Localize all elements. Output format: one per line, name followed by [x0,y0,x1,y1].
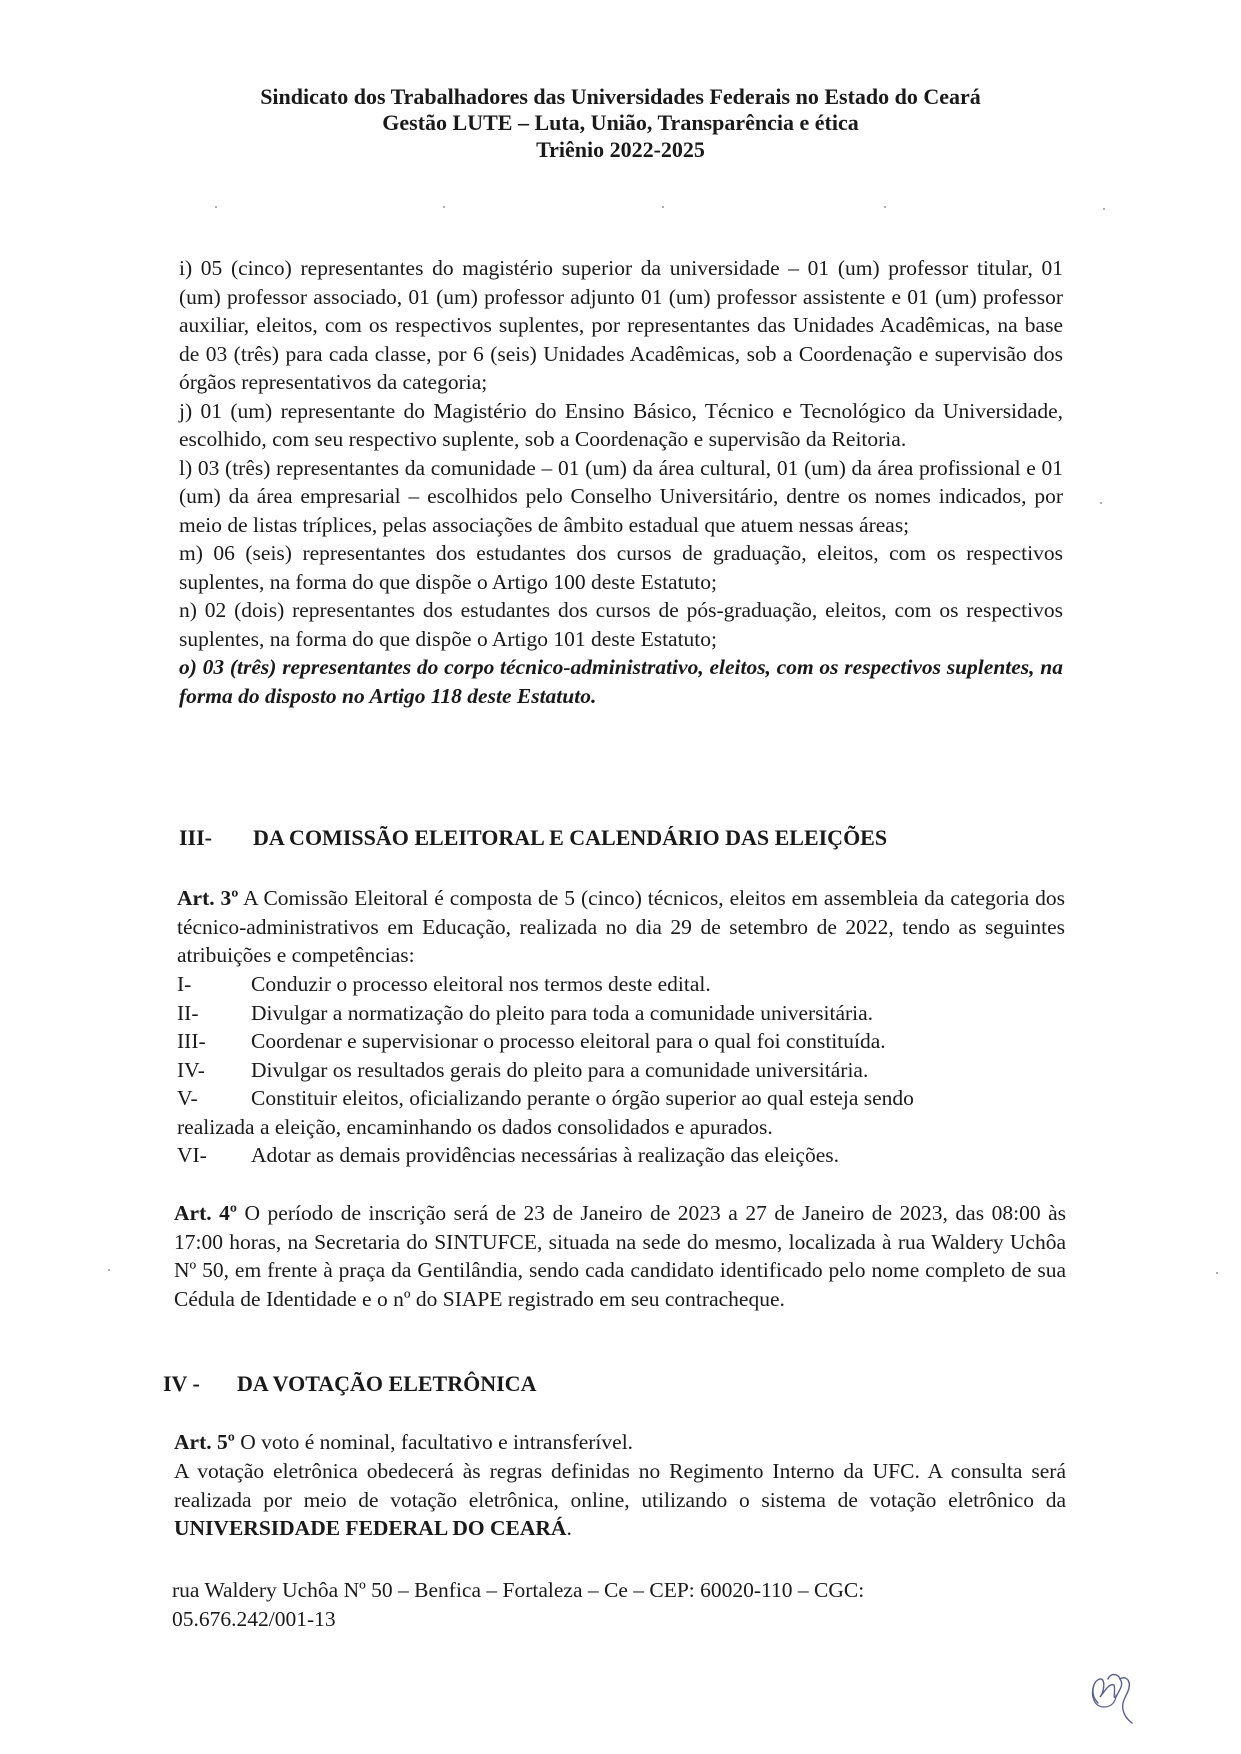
list-number: IV- [177,1057,205,1082]
university-name: UNIVERSIDADE FEDERAL DO CEARÁ [174,1516,567,1540]
section-iv-number: IV - [163,1371,200,1396]
list-text: Coordenar e supervisionar o processo eleitoral para o qual foi constituída. [251,1029,886,1053]
list-text: Constituir eleitos, oficializando perante o órgão superior ao qual esteja sendo [251,1086,914,1110]
footer-cgc-line: 05.676.242/001-13 [172,1606,336,1631]
list-text: realizada a eleição, encaminhando os dados consolidados e apurados. [177,1114,773,1139]
scan-speck [108,1269,110,1271]
list-number: I- [177,972,192,996]
item-m: m) 06 (seis) representantes dos estudantes dos cursos de graduação, eleitos, com os respectivos suplentes, na forma do que dispõe o Artigo 100 deste Estatuto; [179,541,1063,594]
article-4 [174,1199,1066,1313]
art3-label: Art. 3º [177,886,239,910]
item-n: n) 02 (dois) representantes dos estudantes dos cursos de pós-graduação, eleitos, com os respectivos suplentes, na forma do que dispõe o Artigo 101 deste Estatuto; [179,598,1063,651]
list-item [177,970,1065,999]
scan-speck [443,206,445,208]
list-number: III- [177,1029,206,1053]
list-item [177,1056,1065,1085]
list-number: V- [177,1086,198,1110]
header-term: Triênio 2022-2025 [536,137,705,162]
footer-address [172,1576,1072,1633]
list-item [177,1084,1065,1113]
header-title: Sindicato dos Trabalhadores das Universidades Federais no Estado do Ceará [260,84,981,109]
item-j: j) 01 (um) representante do Magistério do Ensino Básico, Técnico e Tecnológico da Universidade, escolhido, com seu respectivo suplente, sob a Coordenação e supervisão da Reitoria. [179,398,1063,451]
scan-speck [1100,502,1102,504]
list-text: Divulgar os resultados gerais do pleito para a comunidade universitária. [251,1057,869,1082]
item-l: l) 03 (três) representantes da comunidade – 01 (um) da área cultural, 01 (um) da área profissional e 01 (um) da área empresarial – escolhidos pelo Conselho Universitário, dentre os nomes indicados, por meio de listas tríplices, pelas associações de âmbito estadual que atuem nessas áreas; [179,455,1063,537]
signature-initials [1070,1645,1150,1725]
section-iii-title: DA COMISSÃO ELEITORAL E CALENDÁRIO DAS ELEIÇÕES [253,825,888,850]
header-subtitle: Gestão LUTE – Luta, União, Transparência e ética [382,110,859,135]
art5-paragraph-end: . [566,1516,572,1540]
section-iv-title: DA VOTAÇÃO ELETRÔNICA [237,1371,537,1396]
footer-address-line: rua Waldery Uchôa Nº 50 – Benfica – Fortaleza – Ce – CEP: 60020-110 – CGC: [172,1578,865,1602]
list-text: Adotar as demais providências necessárias à realização das eleições. [251,1143,839,1167]
list-number: II- [177,1000,199,1025]
scan-speck [884,206,886,208]
scan-speck [662,206,664,208]
art4-label: Art. 4º [174,1201,237,1225]
item-o: o) 03 (três) representantes do corpo técnico-administrativo, eleitos, com os respectivos suplentes, na forma do disposto no Artigo 118 deste Estatuto. [179,655,1063,708]
list-text: Divulgar a normatização do pleito para toda a comunidade universitária. [251,1000,874,1025]
item-i: i) 05 (cinco) representantes do magistério superior da universidade – 01 (um) professor titular, 01 (um) professor associado, 01 (um) professor adjunto 01 (um) professor assistente e 01 (um) professor auxiliar, eleitos, com os respectivos suplentes, por representantes das Unidades Acadêmicas, na base de 03 (três) para cada classe, por 6 (seis) Unidades Acadêmicas, sob a Coordenação e supervisão dos órgãos representativos da categoria; [179,256,1063,394]
scan-speck [1103,208,1105,210]
art5-label: Art. 5º [174,1430,235,1454]
art4-text: O período de inscrição será de 23 de Janeiro de 2023 a 27 de Janeiro de 2023, das 08:00 às 17:00 horas, na Secretaria do SINTUFCE, situada na sede do mesmo, localizada à rua Waldery Uchôa Nº 50, em frente à praça da Gentilândia, sendo cada candidato identificado pelo nome completo de sua Cédula de Identidade e o nº do SIAPE registrado em seu contracheque. [174,1201,1067,1311]
article-5 [174,1428,1066,1457]
list-item [177,1141,1065,1170]
art5-paragraph-text: A votação eletrônica obedecerá às regras definidas no Regimento Interno da UFC. A consulta será realizada por meio de votação eletrônica, online, utilizando o sistema de votação eletrônico da [174,1459,1066,1512]
list-item [177,1027,1065,1056]
art5-paragraph [174,1457,1066,1543]
article-3 [177,884,1065,970]
items-list [179,254,1063,710]
list-item-continuation [177,1113,1065,1142]
list-item [177,999,1065,1028]
scan-speck [1216,1272,1218,1274]
art3-text: A Comissão Eleitoral é composta de 5 (cinco) técnicos, eleitos em assembleia da categoria dos técnico-administrativos em Educação, realizada no dia 29 de setembro de 2022, tendo as seguintes atribuições e competências: [177,886,1065,967]
art3-attributions-list [177,970,1065,1170]
scan-speck [215,206,217,208]
section-iii-number: III- [179,825,213,850]
art5-text: O voto é nominal, facultativo e intransferível. [240,1430,634,1454]
list-text: Conduzir o processo eleitoral nos termos deste edital. [251,972,711,996]
list-number: VI- [177,1143,207,1167]
